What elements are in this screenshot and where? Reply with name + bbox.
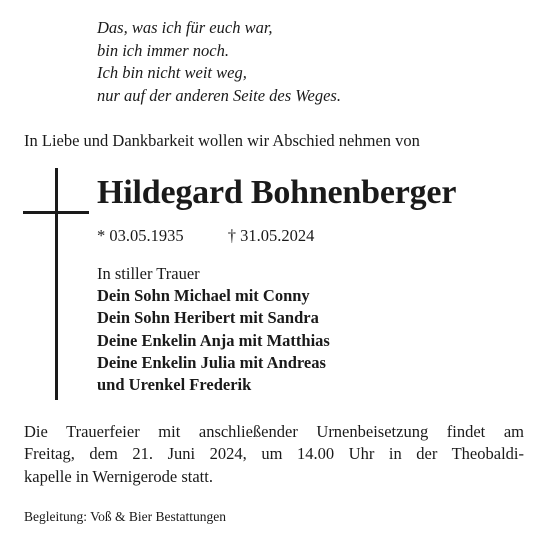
ceremony-line: kapelle in Wernigerode statt. bbox=[24, 466, 213, 486]
death-date: † 31.05.2024 bbox=[227, 226, 315, 245]
mourners-list bbox=[97, 263, 330, 396]
ceremony-line: Die Trauerfeier mit anschließender Urnenbeisetzung findet am bbox=[24, 422, 524, 441]
poem bbox=[97, 17, 341, 107]
poem-line: Das, was ich für euch war, bbox=[97, 18, 273, 37]
ceremony-line: Freitag, dem 21. Juni 2024, um 14.00 Uhr in der Theobaldi- bbox=[24, 444, 524, 464]
mourner: Dein Sohn Heribert mit Sandra bbox=[97, 308, 319, 328]
mourner: Deine Enkelin Julia mit Andreas bbox=[97, 352, 326, 372]
mourner: Deine Enkelin Anja mit Matthias bbox=[97, 330, 330, 350]
poem-line: Ich bin nicht weit weg, bbox=[97, 63, 247, 82]
deceased-name: Hildegard Bohnenberger bbox=[97, 174, 457, 211]
mourner: und Urenkel Frederik bbox=[97, 375, 252, 395]
cross-horizontal-bar bbox=[23, 211, 89, 214]
mourners-lead: In stiller Trauer bbox=[97, 264, 200, 283]
undertaker-credit: Begleitung: Voß & Bier Bestattungen bbox=[24, 509, 226, 524]
ceremony-notice bbox=[24, 421, 524, 488]
intro-text: In Liebe und Dankbarkeit wollen wir Abschied nehmen von bbox=[24, 131, 420, 150]
poem-line: nur auf der anderen Seite des Weges. bbox=[97, 85, 341, 105]
mourner: Dein Sohn Michael mit Conny bbox=[97, 286, 310, 306]
cross-vertical-bar bbox=[55, 168, 58, 400]
poem-line: bin ich immer noch. bbox=[97, 40, 229, 60]
birth-date: * 03.05.1935 bbox=[97, 226, 184, 245]
life-dates bbox=[97, 225, 314, 247]
